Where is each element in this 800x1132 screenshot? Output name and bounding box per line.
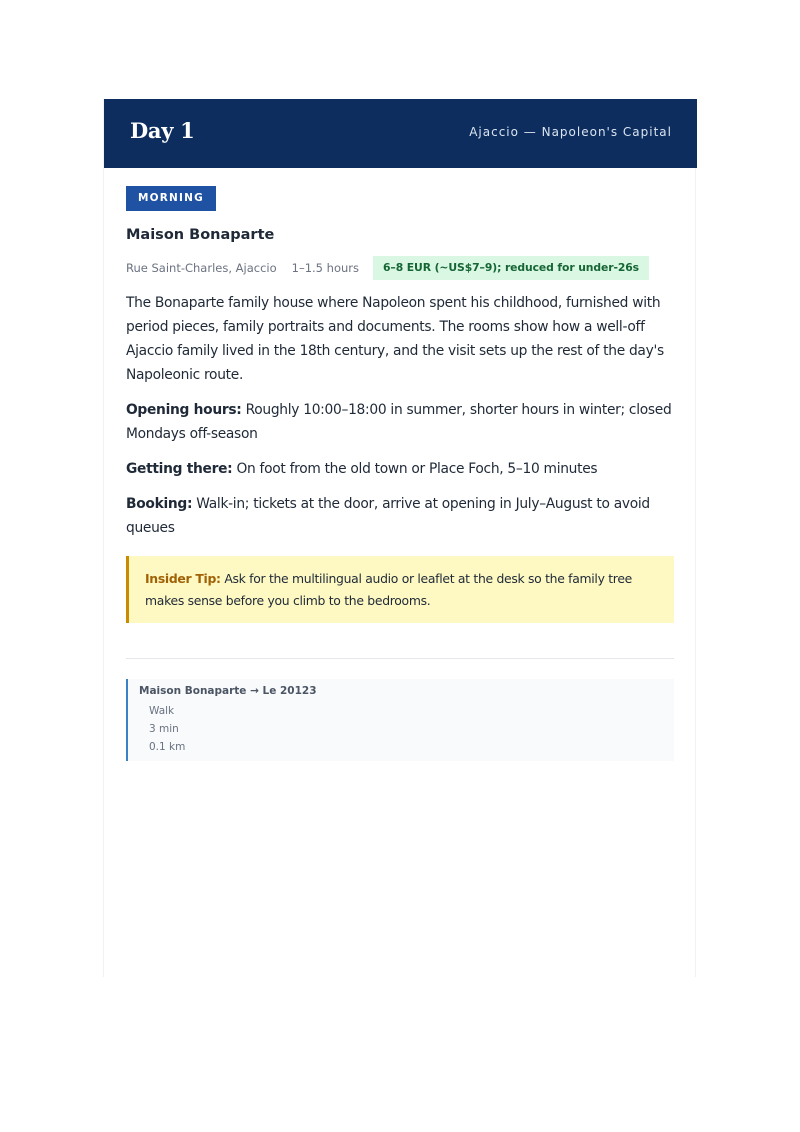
opening-hours	[126, 398, 681, 446]
stop-meta	[126, 256, 649, 280]
price-badge: 6–8 EUR (~US$7–9); reduced for under-26s	[373, 256, 649, 280]
transit-route: Maison Bonaparte → Le 20123	[139, 685, 317, 697]
opening-hours-value: Roughly 10:00–18:00 in summer, shorter hours in winter; closed Mondays off-season	[126, 402, 672, 442]
stop-name: Maison Bonaparte	[126, 227, 275, 243]
stop-address: Rue Saint-Charles, Ajaccio	[126, 261, 277, 275]
booking-label: Booking:	[126, 496, 193, 512]
booking-value: Walk-in; tickets at the door, arrive at opening in July–August to avoid queues	[126, 496, 650, 536]
getting-there-value: On foot from the old town or Place Foch, 5–10 minutes	[236, 461, 598, 477]
transit-distance: 0.1 km	[149, 741, 186, 753]
stop-duration: 1–1.5 hours	[291, 261, 359, 275]
stop-description: The Bonaparte family house where Napoleon spent his childhood, furnished with period pieces, family portraits and documents. The rooms show how a well-off Ajaccio family lived in the 18th century, and the visit sets up the rest of the day's Napoleonic route.	[126, 295, 664, 383]
time-of-day-badge: MORNING	[126, 186, 216, 211]
insider-tip-label: Insider Tip:	[145, 571, 221, 586]
transit-mode: Walk	[149, 705, 175, 717]
day-header	[104, 99, 697, 168]
booking	[126, 492, 681, 540]
getting-there	[126, 457, 681, 481]
transit-info	[126, 679, 674, 761]
itinerary-day-card	[103, 99, 696, 977]
insider-tip	[126, 556, 674, 623]
day-subtitle: Ajaccio — Napoleon's Capital	[469, 125, 672, 139]
day-title: Day 1	[130, 118, 195, 143]
transit-time: 3 min	[149, 723, 179, 735]
insider-tip-text: Ask for the multilingual audio or leaflet at the desk so the family tree makes sense before you climb to the bedrooms.	[145, 571, 632, 608]
section-divider	[126, 658, 674, 659]
opening-hours-label: Opening hours:	[126, 402, 242, 418]
getting-there-label: Getting there:	[126, 461, 233, 477]
